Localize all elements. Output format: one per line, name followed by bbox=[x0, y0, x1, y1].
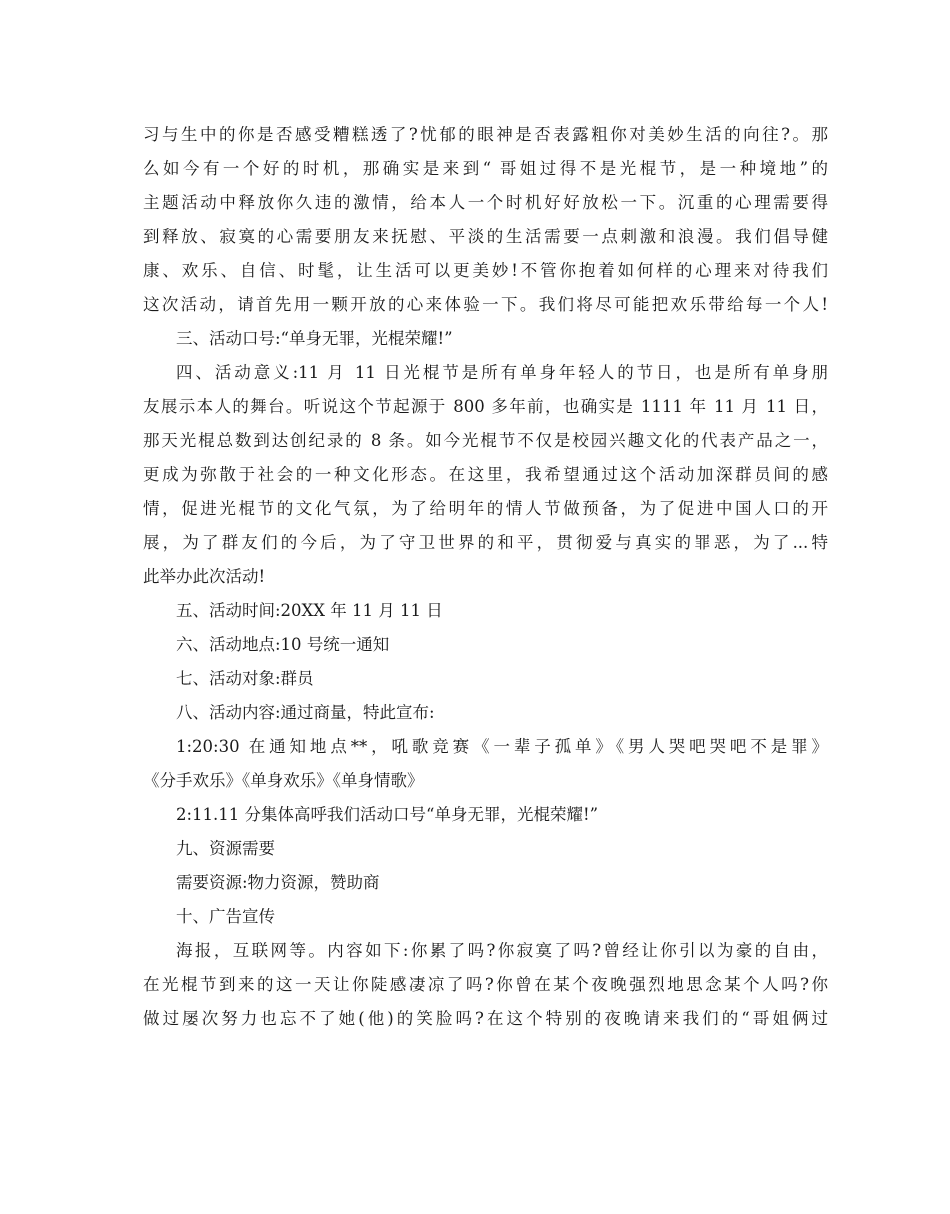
text-line: 《分手欢乐》《单身欢乐》《单身情歌》 bbox=[143, 771, 424, 790]
document-body bbox=[143, 118, 828, 1036]
text-line: 九、资源需要 bbox=[176, 839, 275, 858]
text-line: 做过屡次努力也忘不了她(他)的笑脸吗?在这个特别的夜晚请来我们的“哥姐俩过 bbox=[143, 1009, 828, 1028]
text-line: 六、活动地点:10 号统一通知 bbox=[176, 635, 390, 654]
text-line: 友展示本人的舞台。听说这个节起源于 800 多年前，也确实是 1111 年 11 月 11 日， bbox=[143, 397, 828, 416]
text-line: 更成为弥散于社会的一种文化形态。在这里，我希望通过这个活动加深群员间的感 bbox=[143, 465, 828, 484]
text-line: 2:11.11 分集体高呼我们活动口号“单身无罪，光棍荣耀!” bbox=[176, 805, 599, 824]
text-line: 那天光棍总数到达创纪录的 8 条。如今光棍节不仅是校园兴趣文化的代表产品之一， bbox=[143, 431, 828, 450]
text-line: 康、欢乐、自信、时髦，让生活可以更美妙!不管你抱着如何样的心理来对待我们 bbox=[143, 261, 828, 280]
text-line: 展，为了群友们的今后，为了守卫世界的和平，贯彻爱与真实的罪恶，为了...特 bbox=[143, 533, 828, 552]
text-line: 到释放、寂寞的心需要朋友来抚慰、平淡的生活需要一点刺激和浪漫。我们倡导健 bbox=[143, 227, 828, 246]
text-line: 么如今有一个好的时机，那确实是来到“ 哥姐过得不是光棍节，是一种境地”的 bbox=[143, 159, 828, 178]
text-line: 三、活动口号:“单身无罪，光棍荣耀!” bbox=[176, 329, 453, 348]
text-line: 七、活动对象:群员 bbox=[176, 669, 314, 688]
text-line: 需要资源:物力资源，赞助商 bbox=[176, 873, 380, 892]
text-line: 此举办此次活动! bbox=[143, 567, 266, 586]
text-line: 在光棍节到来的这一天让你陡感凄凉了吗?你曾在某个夜晚强烈地思念某个人吗?你 bbox=[143, 975, 828, 994]
text-line: 十、广告宣传 bbox=[176, 907, 275, 926]
text-line: 五、活动时间:20XX 年 11 月 11 日 bbox=[176, 601, 443, 620]
text-line: 习与生中的你是否感受糟糕透了?忧郁的眼神是否表露粗你对美妙生活的向往?。那 bbox=[143, 125, 828, 144]
text-line: 八、活动内容:通过商量，特此宣布: bbox=[176, 703, 435, 722]
text-line: 四、活动意义:11 月 11 日光棍节是所有单身年轻人的节日，也是所有单身朋 bbox=[176, 363, 828, 382]
text-line: 情，促进光棍节的文化气氛，为了给明年的情人节做预备，为了促进中国人口的开 bbox=[143, 499, 828, 518]
text-line: 海报，互联网等。内容如下:你累了吗?你寂寞了吗?曾经让你引以为豪的自由， bbox=[176, 941, 828, 960]
text-line: 这次活动，请首先用一颗开放的心来体验一下。我们将尽可能把欢乐带给每一个人! bbox=[143, 295, 828, 314]
text-line: 1:20:30 在通知地点**，吼歌竞赛《一辈子孤单》《男人哭吧哭吧不是罪》 bbox=[176, 737, 828, 756]
text-line: 主题活动中释放你久违的激情，给本人一个时机好好放松一下。沉重的心理需要得 bbox=[143, 193, 828, 212]
